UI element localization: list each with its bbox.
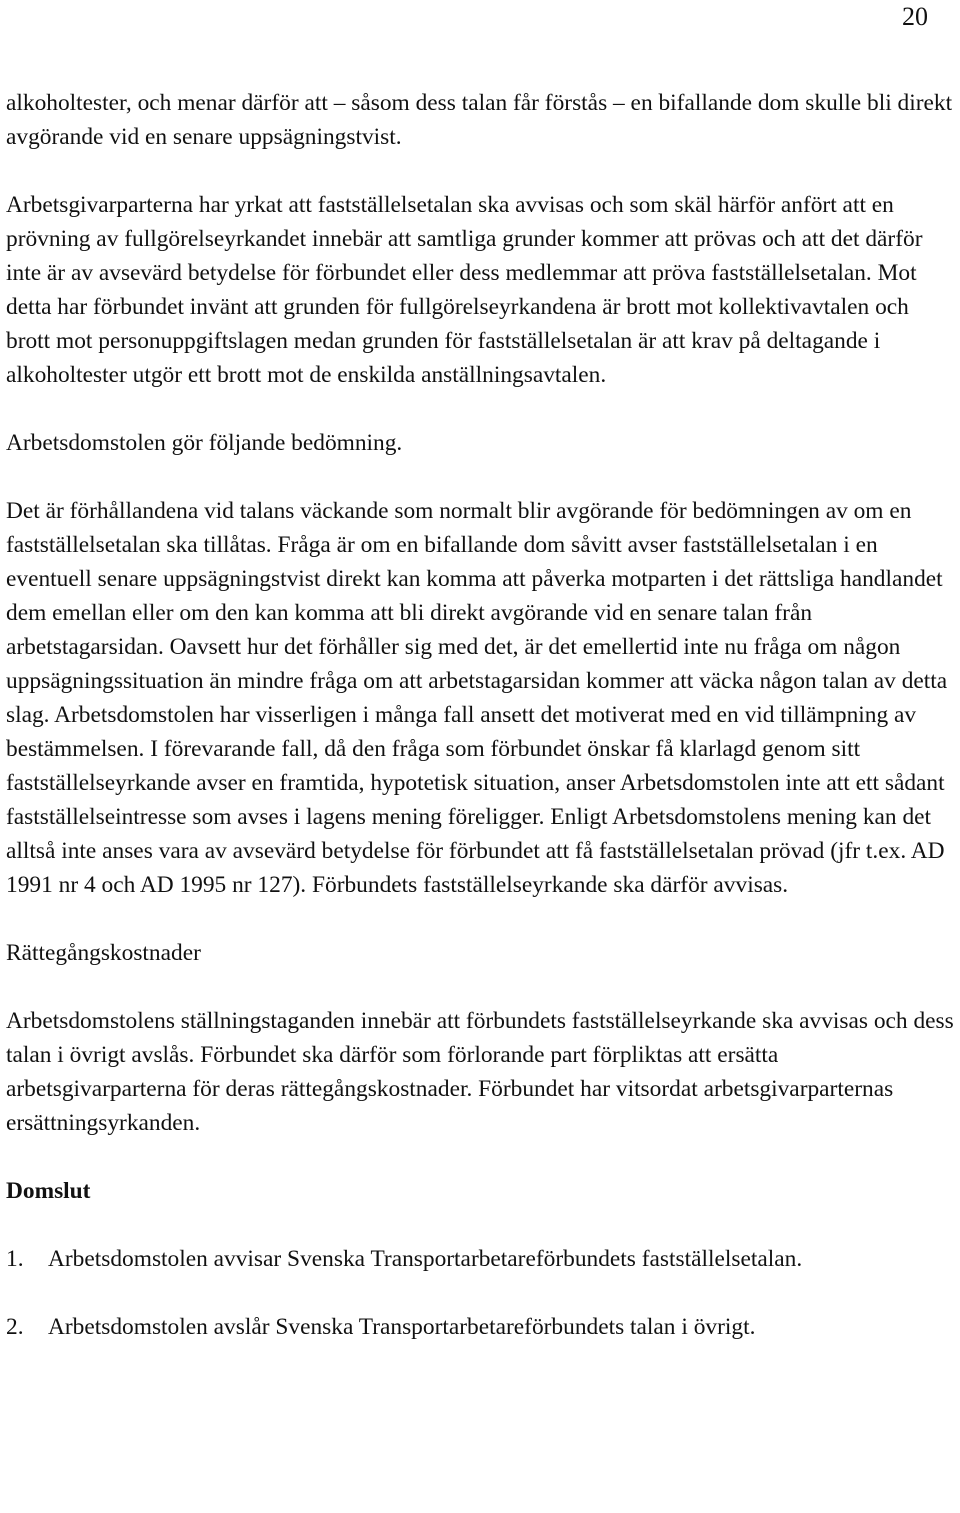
ruling-text: Arbetsdomstolen avslår Svenska Transportarbetareförbundets talan i övrigt. bbox=[48, 1314, 756, 1340]
paragraph-court-assessment: Det är förhållandena vid talans väckande som normalt blir avgörande för bedömningen av om en fastställelsetalan ska tillåtas. Fråga är om en bifallande dom såvitt avser fastställelsetalan i en eventuell senare uppsägningstvist direkt kan komma att påverka motparten i det rättsliga handlandet dem emellan eller om den kan komma att bli direkt avgörande vid en senare talan från arbetstagarsidan. Oavsett hur det förhåller sig med det, är det emellertid inte nu fråga om någon uppsägningssituation än mindre fråga om att arbetstagarsidan kommer att väcka någon talan av detta slag. Arbetsdomstolen har visserligen i många fall ansett det motiverat med en vid tillämpning av bestämmelsen. I förevarande fall, då den fråga som förbundet önskar få klarlagd genom sitt fastställelseyrkande avser en framtida, hypotetisk situation, anser Arbetsdomstolen inte att ett sådant fastställelseintresse som avses i lagens mening föreligger. Enligt Arbetsdomstolens mening kan det alltså inte anses vara av avsevärd betydelse för förbundet att få fastställelsetalan prövad (jfr t.ex. AD 1991 nr 4 och AD 1995 nr 127). Förbundets fastställelseyrkande ska därför avvisas. bbox=[6, 498, 948, 898]
page-number: 20 bbox=[902, 2, 928, 31]
ruling-number: 1. bbox=[6, 1246, 24, 1272]
ruling-item bbox=[6, 1310, 958, 1344]
document-body bbox=[6, 86, 958, 1378]
paragraph-employer-claims: Arbetsgivarparterna har yrkat att fastställelsetalan ska avvisas och som skäl härför anfört att en prövning av fullgörelseyrkandet innebär att samtliga grunder kommer att prövas och att det därför inte är av avsevärd betydelse för förbundet eller dess medlemmar att pröva fastställelsetalan. Mot detta har förbundet invänt att grunden för fullgörelseyrkandena är brott mot kollektivavtalen och brott mot personuppgiftslagen medan grunden för fastställelsetalan är att krav på deltagande i alkoholtester utgör ett brott mot de enskilda anställningsavtalen. bbox=[6, 192, 923, 388]
ruling-number: 2. bbox=[6, 1314, 24, 1340]
paragraph-intro: alkoholtester, och menar därför att – såsom dess talan får förstås – en bifallande dom skulle bli direkt avgörande vid en senare uppsägningstvist. bbox=[6, 90, 953, 150]
paragraph-costs: Arbetsdomstolens ställningstaganden innebär att förbundets fastställelseyrkande ska avvisas och dess talan i övrigt avslås. Förbundet ska därför som förlorande part förpliktas att ersätta arbetsgivarparterna för deras rättegångskostnader. Förbundet har vitsordat arbetsgivarparternas ersättningsyrkanden. bbox=[6, 1008, 954, 1136]
section-heading-costs: Rättegångskostnader bbox=[6, 940, 201, 966]
ruling-item bbox=[6, 1242, 958, 1276]
ruling-text: Arbetsdomstolen avvisar Svenska Transportarbetareförbundets fastställelsetalan. bbox=[48, 1246, 803, 1272]
paragraph-court-assessment-intro: Arbetsdomstolen gör följande bedömning. bbox=[6, 430, 403, 456]
ruling-list bbox=[6, 1242, 958, 1344]
section-heading-verdict: Domslut bbox=[6, 1178, 91, 1204]
